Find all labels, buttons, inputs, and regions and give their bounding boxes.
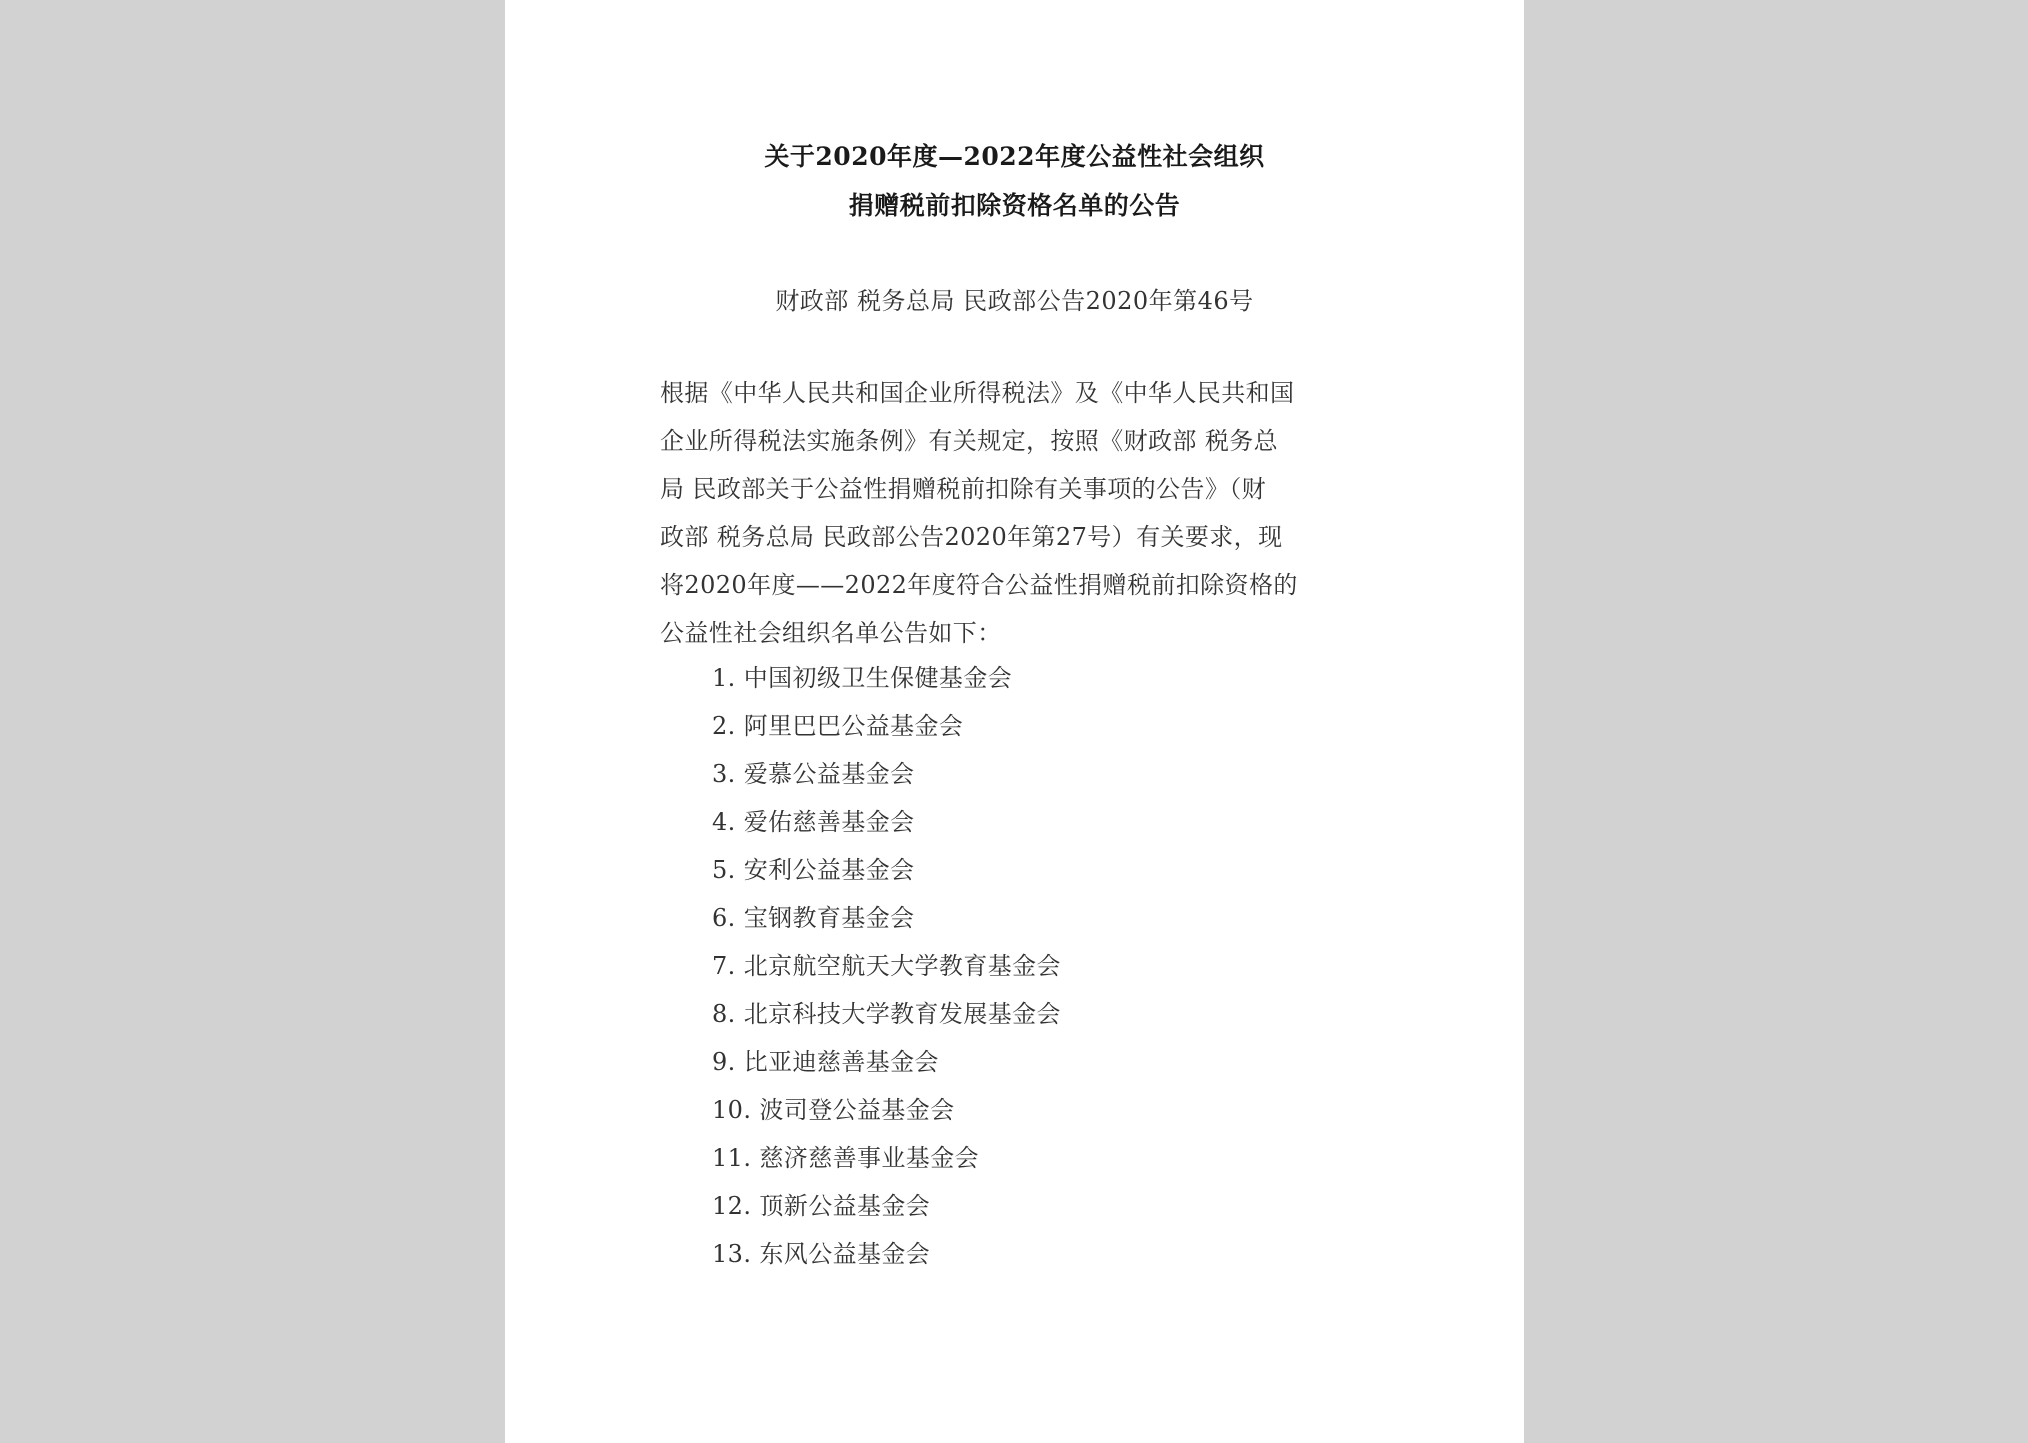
list-item: 7. 北京航空航天大学教育基金会: [712, 952, 1061, 980]
body-paragraph-line: 根据《中华人民共和国企业所得税法》及《中华人民共和国: [660, 379, 1295, 407]
list-item: 13. 东风公益基金会: [712, 1240, 931, 1268]
list-item: 2. 阿里巴巴公益基金会: [712, 712, 964, 740]
list-item: 5. 安利公益基金会: [712, 856, 915, 884]
organization-list: [712, 663, 1061, 1287]
document-title-line-2: 捐赠税前扣除资格名单的公告: [848, 191, 1181, 220]
list-item: 3. 爱慕公益基金会: [712, 760, 915, 788]
body-paragraph-line: 将2020年度——2022年度符合公益性捐赠税前扣除资格的: [660, 571, 1298, 599]
list-item: 4. 爱佑慈善基金会: [712, 808, 915, 836]
list-item: 9. 比亚迪慈善基金会: [712, 1048, 939, 1076]
list-item: 10. 波司登公益基金会: [712, 1096, 955, 1124]
body-paragraph-line: 企业所得税法实施条例》有关规定，按照《财政部 税务总: [660, 427, 1279, 455]
body-paragraph-line: 政部 税务总局 民政部公告2020年第27号）有关要求，现: [660, 523, 1283, 551]
document-number: 财政部 税务总局 民政部公告2020年第46号: [775, 287, 1254, 315]
document-page: [505, 0, 1524, 1443]
list-item: 1. 中国初级卫生保健基金会: [712, 664, 1013, 692]
list-item: 11. 慈济慈善事业基金会: [712, 1144, 979, 1172]
list-item: 8. 北京科技大学教育发展基金会: [712, 1000, 1061, 1028]
body-paragraph-line: 公益性社会组织名单公告如下：: [660, 619, 1002, 647]
list-item: 6. 宝钢教育基金会: [712, 904, 915, 932]
list-item: 12. 顶新公益基金会: [712, 1192, 931, 1220]
body-paragraph-line: 局 民政部关于公益性捐赠税前扣除有关事项的公告》（财: [660, 475, 1267, 503]
document-title-line-1: 关于2020年度—2022年度公益性社会组织: [764, 142, 1265, 171]
